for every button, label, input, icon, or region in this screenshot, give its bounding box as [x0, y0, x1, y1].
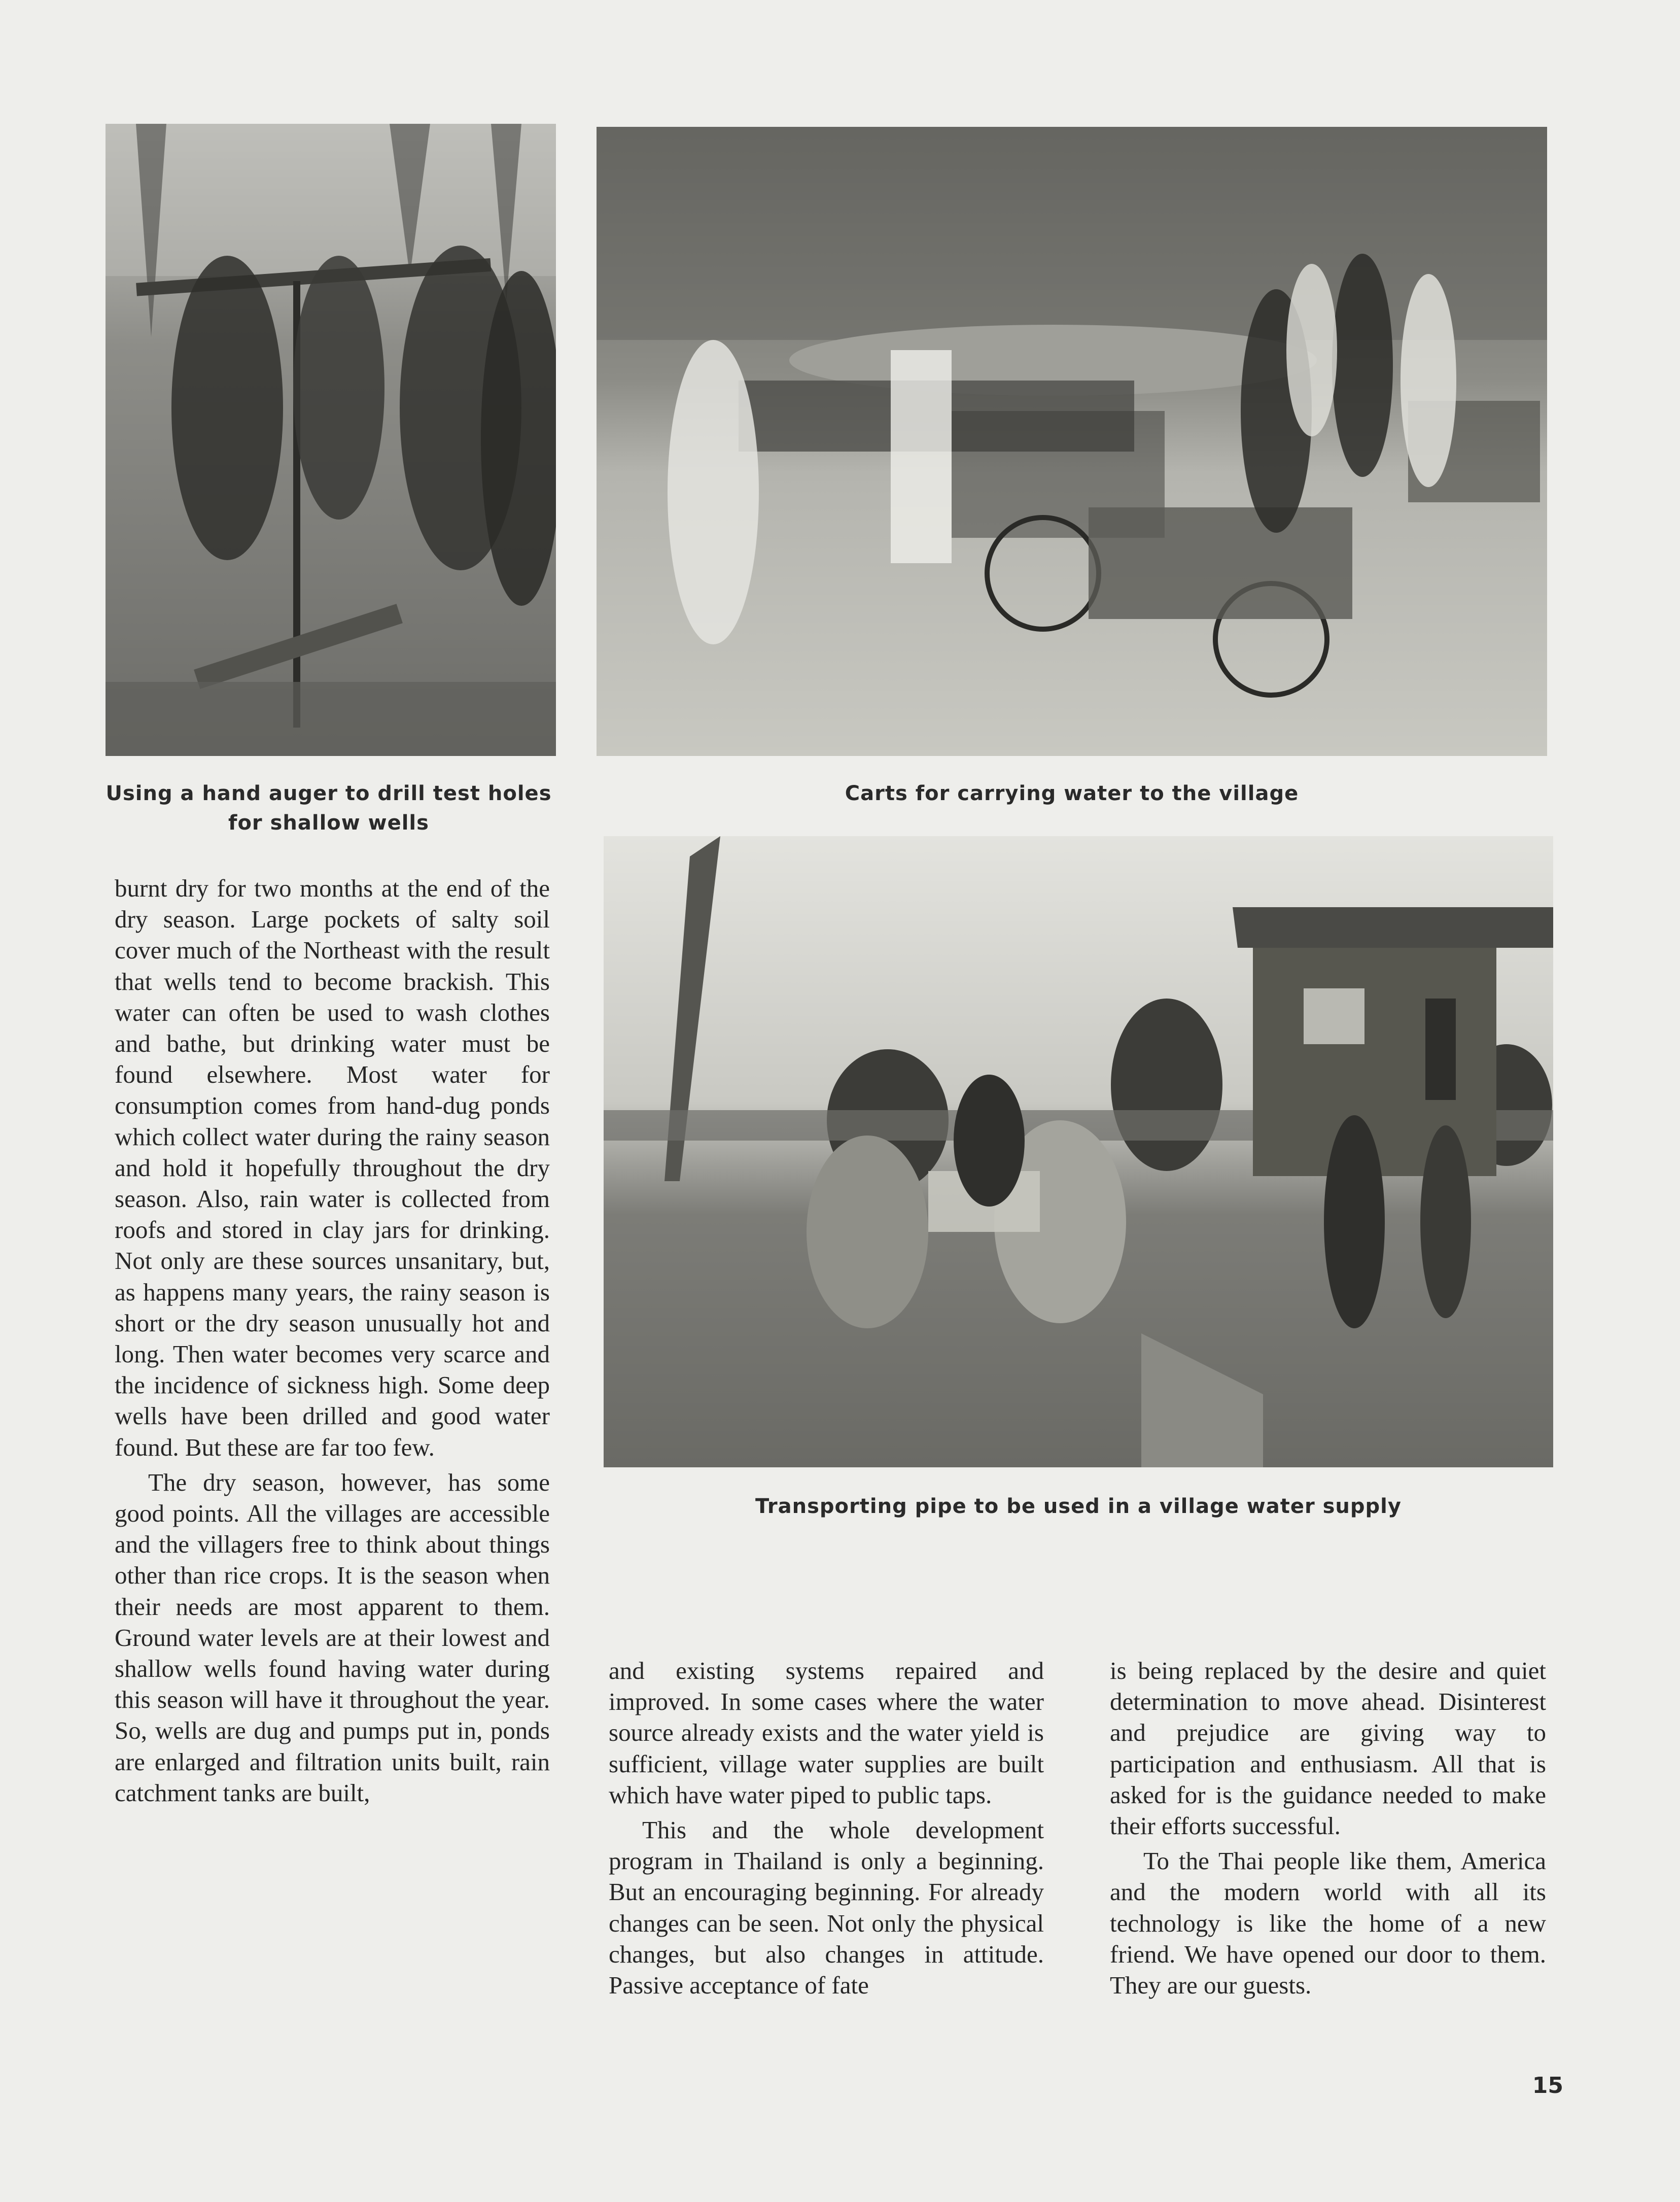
caption-transporting-pipe: Transporting pipe to be used in a village water supply	[755, 1495, 1402, 1518]
caption-hand-auger: Using a hand auger to drill test holes for shallow wells	[106, 782, 552, 835]
article-column-middle	[609, 1655, 1044, 2001]
article-column-right	[1110, 1655, 1546, 2001]
article-paragraph: burnt dry for two months at the end of the dry season. Large pockets of salty soil cover much of the Northeast with the result that wells tend to become brackish. This water can often be used to wash clothes and bathe, but drinking water must be found elsewhere. Most water for consumption comes from hand-dug ponds which collect water during the rainy season and hold it hopefully throughout the dry season. Also, rain water is collected from roofs and stored in clay jars for drinking. Not only are these sources unsanitary, but, as happens many years, the rainy season is short or the dry season unusually hot and long. Then water becomes very scarce and the incidence of sickness high. Some deep wells have been drilled and good water found. But these are far too few.	[115, 874, 550, 1461]
article-paragraph: To the Thai people like them, America and the modern world with all its technology is like the home of a new friend. We have opened our door to them. They are our guests.	[1110, 1847, 1546, 2000]
photo-transporting-pipe	[604, 836, 1553, 1467]
caption-water-carts: Carts for carrying water to the village	[845, 782, 1299, 805]
photo-water-carts	[597, 127, 1547, 756]
page-number: 15	[1532, 2073, 1563, 2098]
article-paragraph: is being replaced by the desire and quiet determination to move ahead. Disinterest and prejudice are giving way to participation and enthusiasm. All that is asked for is the guidance needed to make their efforts successful.	[1110, 1657, 1546, 1840]
article-paragraph: The dry season, however, has some good points. All the villages are accessible and the villagers free to think about things other than rice crops. It is the season when their needs are most apparent to them. Ground water levels are at their lowest and shallow wells found having water during this season will have it throughout the year. So, wells are dug and pumps put in, ponds are enlarged and filtration units built, rain catchment tanks are built,	[115, 1468, 550, 1807]
article-paragraph: This and the whole development program in Thailand is only a beginning. But an encouraging beginning. For already changes can be seen. Not only the physical changes, but also changes in attitude. Passive acceptance of fate	[609, 1816, 1044, 2000]
photo-hand-auger	[106, 124, 556, 756]
article-paragraph: and existing systems repaired and improved. In some cases where the water source already exists and the water yield is sufficient, village water supplies are built which have water piped to public taps.	[609, 1657, 1044, 1809]
article-column-left	[115, 873, 550, 1808]
